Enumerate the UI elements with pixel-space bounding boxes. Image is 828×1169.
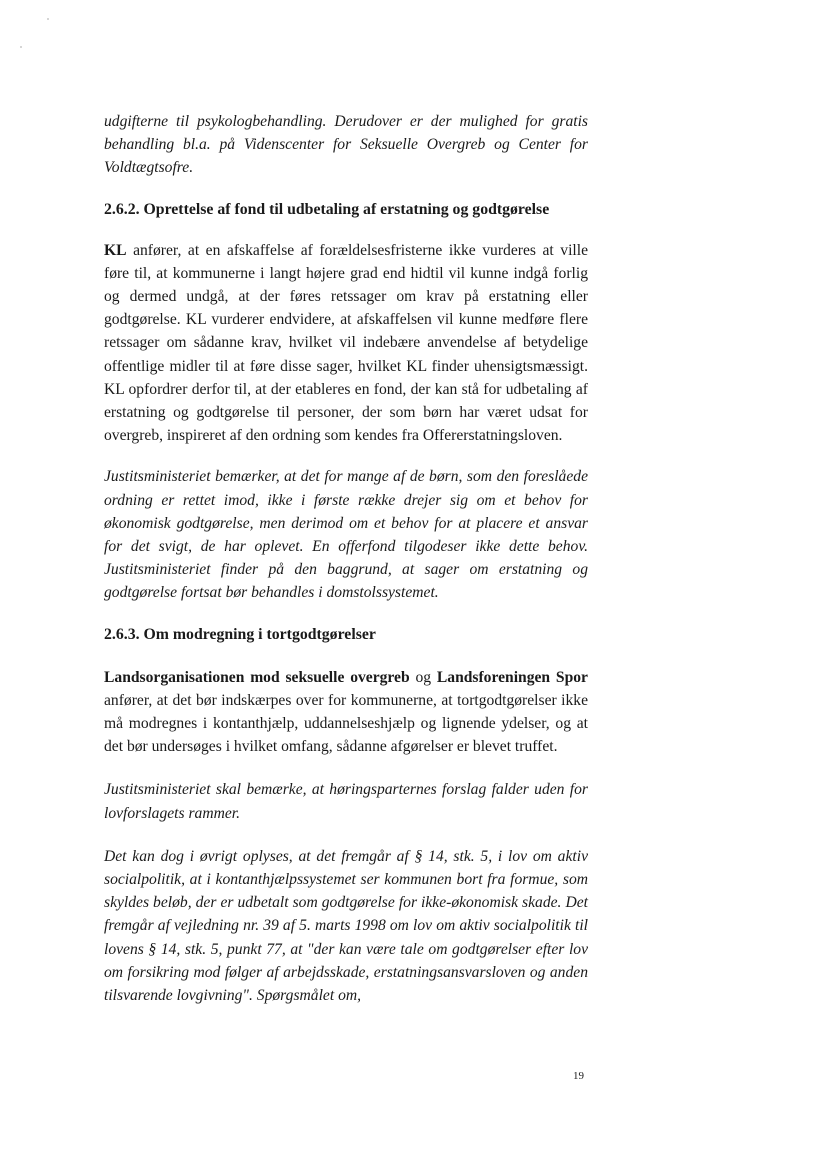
page-number: 19 <box>573 1070 584 1082</box>
org-name-1: Landsorganisationen mod seksuelle overgreb <box>104 668 410 686</box>
ministry-followup-paragraph: Det kan dog i øvrigt oplyses, at det fremgår af § 14, stk. 5, i lov om aktiv socialpolitik, at i kontanthjælpssystemet ser kommunen bort fra formue, som skyldes beløb, der er udbetalt som godtgørelse for ikke-økonomisk skade. Det fremgår af vejledning nr. 39 af 5. marts 1998 om lov om aktiv socialpolitik til lovens § 14, stk. 5, punkt 77, at "der kan være tale om godtgørelser efter lov om forsikring mod følger af arbejdsskade, erstatningsansvarsloven og anden tilsvarende lovgivning". Spørgsmålet om, <box>104 847 588 1005</box>
ministry-comment-modregning: Justitsministeriet skal bemærke, at høringsparternes forslag falder uden for lovforslagets rammer. <box>104 781 588 822</box>
connector-text: og <box>409 668 437 686</box>
org-name-2: Landsforeningen Spor <box>436 668 588 686</box>
kl-label: KL <box>104 241 127 259</box>
ministry-comment-fond: Justitsministeriet bemærker, at det for mange af de børn, som den foreslåede ordning er rettet imod, ikke i første række drejer sig om et behov for økonomisk godtgørelse, men derimod om et behov for at placere et ansvar for det svigt, de har oplevet. En offerfond tilgodeser ikke dette behov. Justitsministeriet finder på den baggrund, at sager om erstatning og godtgørelse fortsat bør behandles i domstolssystemet. <box>104 468 588 602</box>
organisations-paragraph <box>104 666 588 759</box>
intro-paragraph: udgifterne til psykologbehandling. Derudover er der mulighed for gratis behandling bl.a. på Videnscenter for Seksuelle Overgreb og Center for Voldtægtsofre. <box>104 113 588 177</box>
scan-speck <box>47 18 49 20</box>
kl-body: anfører, at en afskaffelse af forældelsesfristerne ikke vurderes at ville føre til, at kommunerne i langt højere grad end hidtil vil kunne indgå forlig og dermed undgå, at der føres retssager om krav på erstatning eller godtgørelse. KL vurderer endvidere, at afskaffelsen vil kunne medføre flere retssager om sådanne krav, hvilket vil indebære anvendelse af betydelige offentlige midler til at føre disse sager, hvilket KL finder uhensigtsmæssigt. KL opfordrer derfor til, at der etableres en fond, der kan stå for udbetaling af erstatning og godtgørelse til personer, der som børn har været udsat for overgreb, inspireret af den ordning som kendes fra Offererstatningsloven. <box>104 241 588 445</box>
document-page <box>104 110 588 1007</box>
kl-paragraph <box>104 239 588 448</box>
scan-speck <box>20 46 22 48</box>
organisations-body: anfører, at det bør indskærpes over for kommunerne, at tortgodtgørelser ikke må modregnes i kontanthjælp, uddannelseshjælp og lignende ydelser, og at det bør undersøges i hvilket omfang, sådanne afgørelser er blevet truffet. <box>104 691 588 756</box>
section-heading-2-6-2: 2.6.2. Oprettelse af fond til udbetaling af erstatning og godtgørelse <box>104 200 550 218</box>
section-heading-2-6-3: 2.6.3. Om modregning i tortgodtgørelser <box>104 625 376 643</box>
